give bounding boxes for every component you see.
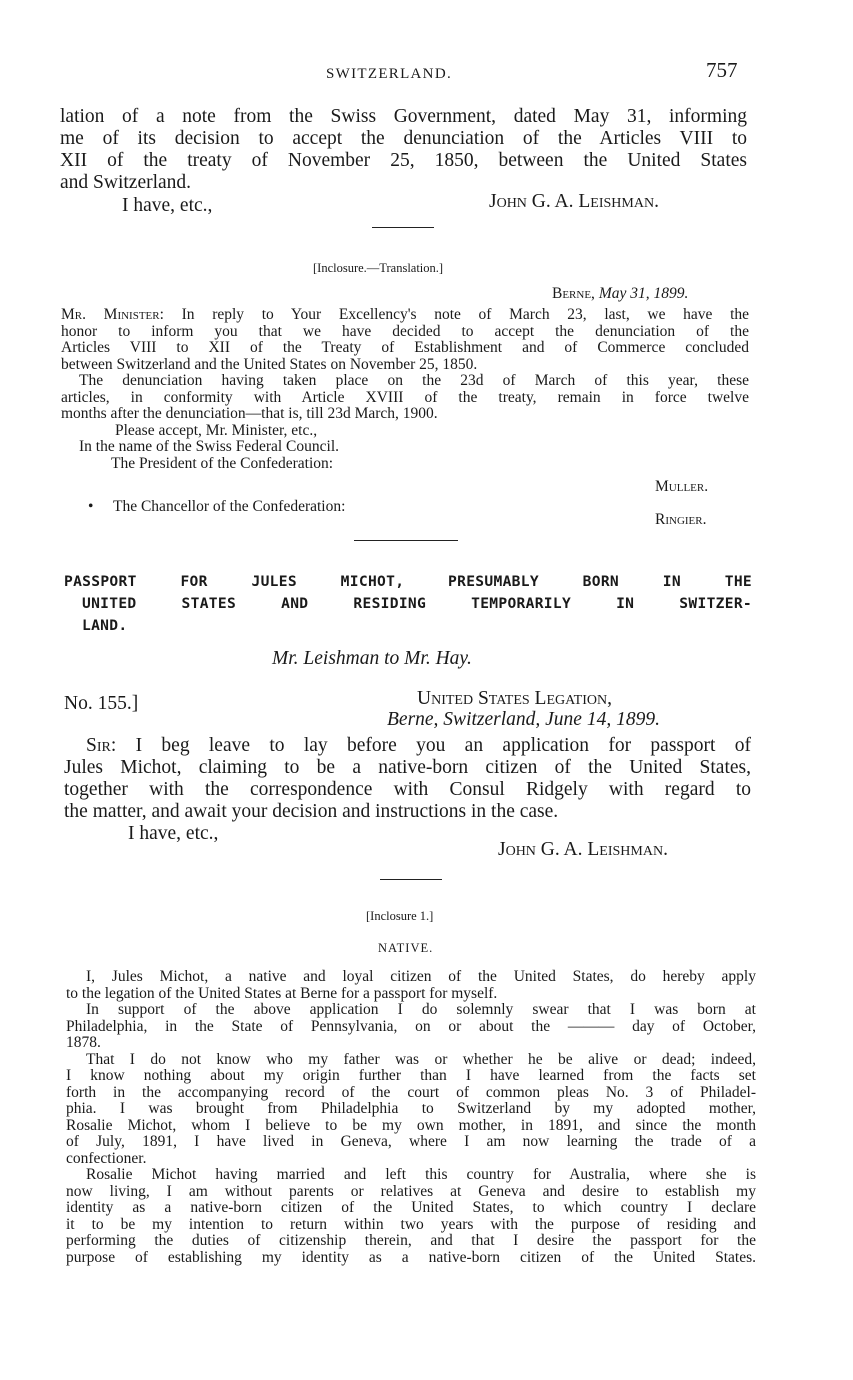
- text-line: between Switzerland and the United States on November 25, 1850.: [61, 355, 478, 373]
- minister-letter: [61, 307, 749, 472]
- text-line: Philadelphia, in the State of Pennsylvania, on or about the ——— day of October,: [66, 1017, 756, 1035]
- text-line: I beg leave to lay before you an application for passport of: [135, 735, 751, 756]
- text-line: Jules Michot, claiming to be a native-born citizen of the United States,: [64, 757, 751, 778]
- text-line: The President of the Confederation:: [111, 454, 334, 472]
- closing: I have, etc.,: [128, 823, 219, 844]
- text-line: Articles VIII to XII of the Treaty of Establishment and of Commerce concluded: [61, 339, 749, 356]
- text-line: In reply to Your Excellency's note of March 23, last, we have the: [181, 306, 750, 323]
- text-line: [61, 307, 749, 324]
- text-line: it to be my intention to return within two years with the purpose of residing and: [66, 1215, 756, 1233]
- place: Berne,: [552, 285, 595, 302]
- running-title: SWITZERLAND.: [326, 66, 452, 82]
- text-line: together with the correspondence with Consul Ridgely with regard to: [64, 779, 751, 800]
- text-line: Please accept, Mr. Minister, etc.,: [115, 421, 318, 439]
- text-line: XII of the treaty of November 25, 1850, between the United States: [60, 150, 747, 171]
- inclosure-title: NATIVE.: [378, 941, 434, 955]
- letter-number: No. 155.]: [64, 693, 139, 714]
- inclosure-label: [Inclosure 1.]: [366, 909, 434, 923]
- heading-line: PASSPORT FOR JULES MICHOT, PRESUMABLY BORN IN THE: [64, 573, 752, 590]
- text-line: That I do not know who my father was or whether he be alive or dead; indeed,: [86, 1050, 756, 1068]
- text-line: forth in the accompanying record of the court of common pleas No. 3 of Philadel-: [66, 1083, 756, 1101]
- text-line: me of its decision to accept the denunciation of the Articles VIII to: [60, 128, 747, 149]
- legation: United States Legation,: [417, 688, 612, 709]
- signature: John G. A. Leishman.: [498, 839, 668, 860]
- text-line: now living, I am without parents or relatives at Geneva and desire to establish my: [66, 1182, 756, 1200]
- page-number: 757: [706, 58, 738, 82]
- text-line: I, Jules Michot, a native and loyal citizen of the United States, do hereby apply: [86, 968, 756, 985]
- chancellor-line: The Chancellor of the Confederation:: [113, 498, 346, 515]
- heading-line: UNITED STATES AND RESIDING TEMPORARILY IN SWITZER-: [82, 595, 752, 612]
- text-line: Rosalie Michot, whom I believe to be my own mother, in 1891, and since the month: [66, 1116, 756, 1134]
- text-line: the matter, and await your decision and instructions in the case.: [64, 801, 559, 822]
- closing: I have, etc.,: [122, 195, 213, 216]
- divider: [380, 879, 442, 880]
- bullet-mark: •: [88, 498, 94, 515]
- text-line: months after the denunciation—that is, till 23d March, 1900.: [61, 405, 438, 422]
- salutation: Sir:: [86, 735, 117, 756]
- text-line: In support of the above application I do solemnly swear that I was born at: [86, 1001, 756, 1018]
- letter-body: [64, 735, 751, 823]
- divider: [354, 540, 458, 541]
- signer-muller: Muller.: [655, 478, 709, 495]
- text-line: Rosalie Michot having married and left this country for Australia, where she is: [86, 1166, 756, 1183]
- text-line: identity as a native-born citizen of the United States, to which country I declare: [66, 1199, 756, 1216]
- text-line: 1878.: [66, 1034, 101, 1051]
- text-line: I know nothing about my origin further than I have learned from the facts set: [66, 1067, 756, 1084]
- text-line: [64, 735, 751, 757]
- text-line: In the name of the Swiss Federal Council.: [79, 438, 340, 455]
- text-line: performing the duties of citizenship therein, and that I desire the passport for the: [66, 1232, 756, 1249]
- text-line: articles, in conformity with Article XVIII of the treaty, remain in force twelve: [61, 388, 749, 406]
- text-line: purpose of establishing my identity as a native-born citizen of the United States.: [66, 1248, 756, 1266]
- section-heading: [64, 571, 752, 637]
- text-line: of July, 1891, I have lived in Geneva, where I am now learning the trade of a: [66, 1133, 756, 1150]
- signature: John G. A. Leishman.: [489, 191, 659, 212]
- dateline: [552, 286, 688, 303]
- text-line: honor to inform you that we have decided to accept the denunciation of the: [61, 322, 749, 340]
- heading-line: LAND.: [82, 617, 128, 634]
- place-date: Berne, Switzerland, June 14, 1899.: [387, 709, 660, 730]
- salutation: Mr. Minister:: [61, 306, 164, 323]
- divider: [372, 227, 434, 228]
- date: May 31, 1899.: [598, 285, 689, 302]
- inclosure-label: [Inclosure.—Translation.]: [313, 261, 444, 275]
- text-line: confectioner.: [66, 1149, 147, 1167]
- text-line: The denunciation having taken place on the 23d of March of this year, these: [79, 372, 749, 389]
- text-line: phia. I was brought from Philadelphia to Switzerland by my adopted mother,: [66, 1100, 756, 1117]
- affidavit-body: [66, 969, 756, 1266]
- text-line: to the legation of the United States at Berne for a passport for myself.: [66, 984, 498, 1002]
- text-line: lation of a note from the Swiss Government, dated May 31, informing: [60, 106, 747, 127]
- section-subtitle: Mr. Leishman to Mr. Hay.: [272, 648, 472, 669]
- text-line: and Switzerland.: [60, 172, 192, 193]
- signer-ringier: Ringier.: [655, 511, 707, 528]
- continuation-paragraph: [60, 106, 747, 194]
